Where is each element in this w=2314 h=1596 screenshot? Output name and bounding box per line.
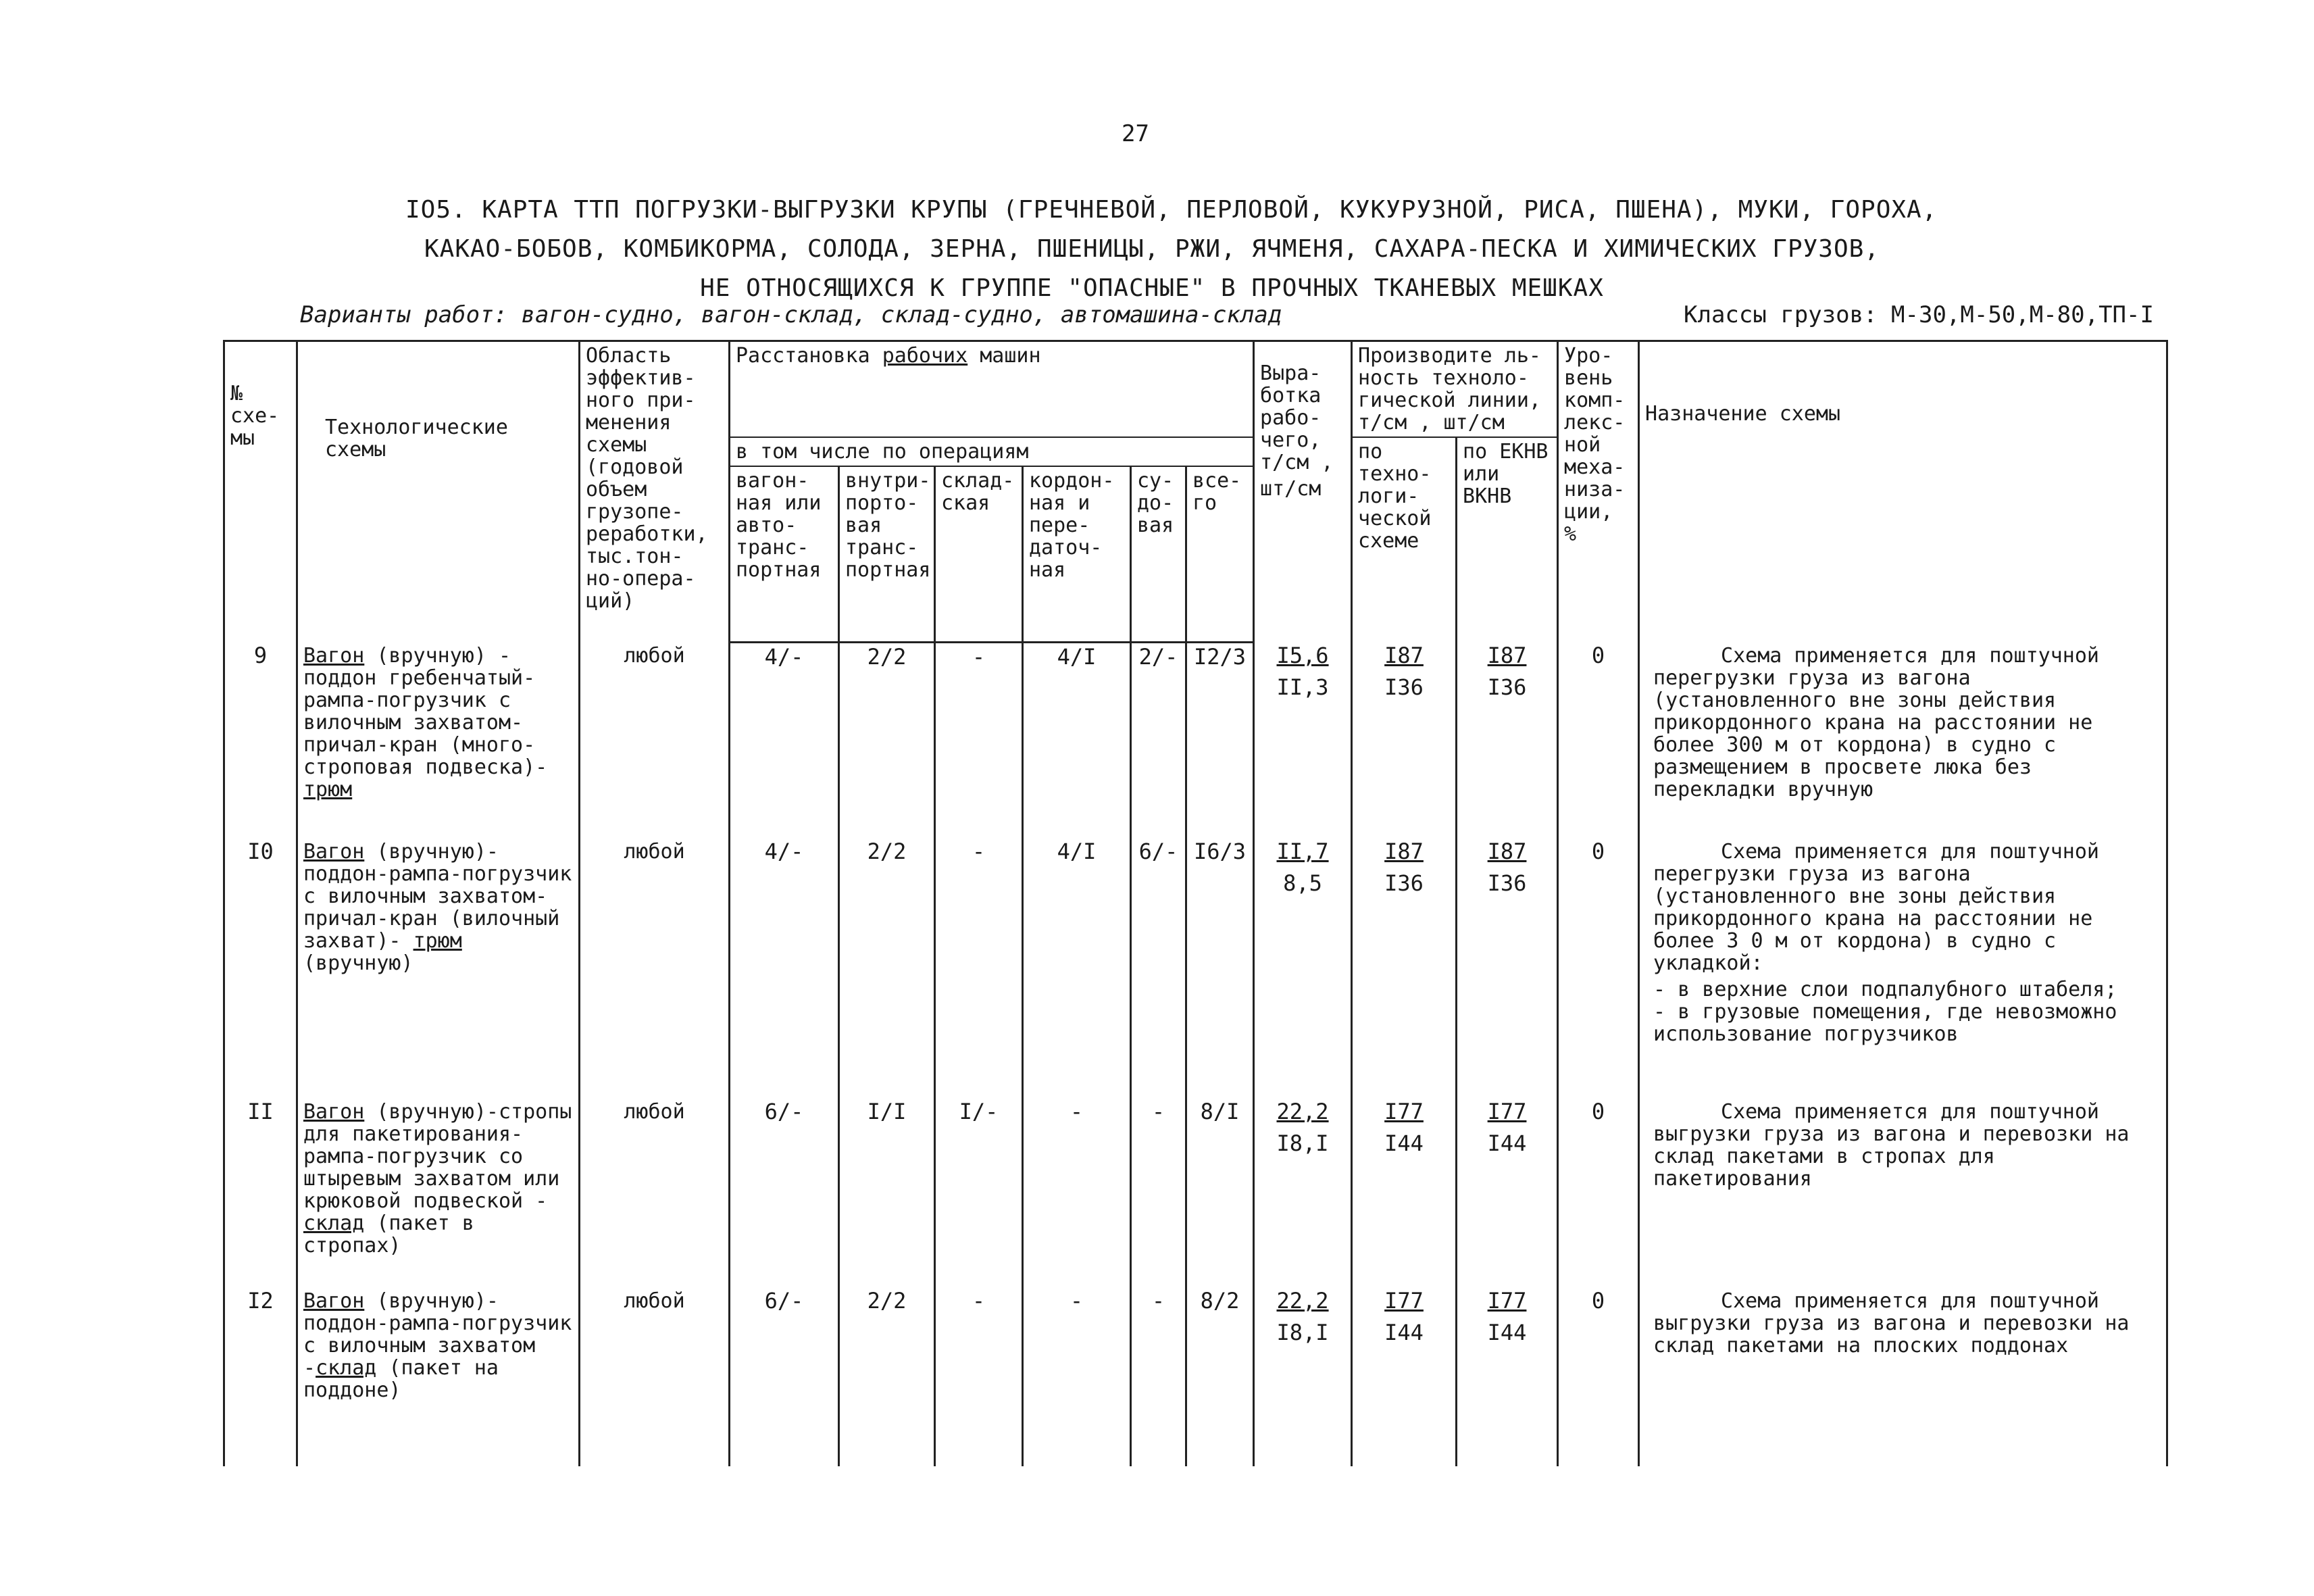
prod-scheme-top: I77 bbox=[1384, 1099, 1424, 1124]
header-productivity: Производите ль- ность техноло- гической линии, т/см , шт/см bbox=[1352, 341, 1558, 438]
prod-scheme-bottom: I44 bbox=[1384, 1130, 1424, 1156]
title-line: КАКАО-БОБОВ, КОМБИКОРМА, СОЛОДА, ЗЕРНА, ПШЕНИЦЫ, РЖИ, ЯЧМЕНЯ, САХАРА-ПЕСКА И ХИМИЧЕСКИХ ГРУЗОВ, bbox=[424, 235, 1880, 263]
row-no: 9 bbox=[224, 642, 297, 838]
row-prod-ekhv bbox=[1457, 642, 1558, 838]
row-op-warehouse: - bbox=[935, 838, 1023, 1098]
header-prod-by-scheme: по техно- логи- ческой схеме bbox=[1352, 437, 1457, 642]
header-scheme-no: № схе- мы bbox=[224, 341, 297, 643]
row-purpose bbox=[1639, 838, 2167, 1098]
row-area: любой bbox=[580, 642, 730, 838]
row-no: I2 bbox=[224, 1287, 297, 1466]
row-op-cordon: 4/I bbox=[1023, 642, 1131, 838]
scheme-after: (пакет на поддоне) bbox=[303, 1356, 499, 1402]
title-line: IO5. КАРТА ТТП ПОГРУЗКИ-ВЫГРУЗКИ КРУПЫ (ГРЕЧНЕВОЙ, ПЕРЛОВОЙ, КУКУРУЗНОЙ, РИСА, ПШЕНА), МУКИ, ГОРОХА, bbox=[405, 196, 1938, 224]
row-op-internal: I/I bbox=[839, 1098, 935, 1287]
header-prod-by-ekhv: по ЕКНВ или ВКНВ bbox=[1457, 437, 1558, 642]
prod-ekhv-bottom: I44 bbox=[1487, 1130, 1527, 1156]
row-op-internal: 2/2 bbox=[839, 1287, 935, 1466]
row-prod-ekhv bbox=[1457, 838, 1558, 1098]
scheme-tail: трюм bbox=[303, 778, 353, 801]
prod-ekhv-top: I87 bbox=[1487, 643, 1527, 668]
scheme-tail: склад bbox=[316, 1356, 377, 1380]
scheme-rest: (вручную) - поддон гребенчатый-рампа-погрузчик с вилочным захватом-причал-кран (много-строповая подвеска)- bbox=[303, 644, 548, 779]
table-row bbox=[224, 838, 2167, 1098]
document-title bbox=[405, 191, 1938, 308]
purpose-lead: Схема применяется для поштучной перегрузки груза из вагона (установленного вне зоны действия прикордонного крана на расстоянии не более 300 м от кордона) в судно с размещением в просвете люка без перекладки вручную bbox=[1653, 644, 2099, 801]
row-scheme bbox=[297, 1098, 580, 1287]
prod-ekhv-top: I77 bbox=[1487, 1099, 1527, 1124]
output-top: I5,6 bbox=[1276, 643, 1329, 668]
row-op-cordon: 4/I bbox=[1023, 838, 1131, 1098]
row-op-total: I6/3 bbox=[1186, 838, 1254, 1098]
row-op-warehouse: I/- bbox=[935, 1098, 1023, 1287]
row-prod-ekhv bbox=[1457, 1098, 1558, 1287]
purpose-lead: Схема применяется для поштучной перегрузки груза из вагона (установленного вне зоны действия прикордонного крана на расстоянии не более 3 0 м от кордона) в судно с укладкой: bbox=[1653, 840, 2099, 975]
row-op-total: 8/2 bbox=[1186, 1287, 1254, 1466]
row-prod-ekhv bbox=[1457, 1287, 1558, 1466]
row-area: любой bbox=[580, 1287, 730, 1466]
scheme-lead: Вагон bbox=[303, 840, 365, 864]
scheme-rest: (вручную)-стропы для пакетирования-рампа-погрузчик со штыревым захватом или крюковой подвеской - bbox=[303, 1100, 572, 1213]
row-op-ship: 2/- bbox=[1131, 642, 1186, 838]
cargo-classes: Классы грузов: М-30,М-50,М-80,ТП-I bbox=[1684, 301, 2154, 328]
table-header bbox=[224, 341, 2167, 643]
header-placement bbox=[730, 341, 1254, 438]
row-scheme bbox=[297, 838, 580, 1098]
scheme-tail: склад bbox=[303, 1212, 365, 1235]
output-top: 22,2 bbox=[1276, 1099, 1329, 1124]
row-output bbox=[1254, 1098, 1352, 1287]
header-op-wagon: вагон- ная или авто- транс- портная bbox=[730, 466, 839, 642]
scheme-rest: (вручную)-поддон-рампа-погрузчик с вилочным захватом-причал-кран (вилочный захват)- bbox=[303, 840, 572, 953]
header-placement-underlined: рабочих bbox=[882, 344, 968, 368]
prod-scheme-top: I77 bbox=[1384, 1288, 1424, 1314]
header-output-label: Выра- ботка рабо- чего, т/см , bbox=[1260, 361, 1334, 474]
row-op-total: I2/3 bbox=[1186, 642, 1254, 838]
output-top: 22,2 bbox=[1276, 1288, 1329, 1314]
output-bottom: 8,5 bbox=[1283, 870, 1322, 896]
row-op-wagon: 6/- bbox=[730, 1098, 839, 1287]
scheme-rest: (вручную)-поддон-рампа-погрузчик с вилочным захватом - bbox=[303, 1289, 572, 1380]
table-row bbox=[224, 642, 2167, 838]
row-op-wagon: 4/- bbox=[730, 838, 839, 1098]
prod-ekhv-bottom: I36 bbox=[1487, 870, 1527, 896]
row-no: I0 bbox=[224, 838, 297, 1098]
scheme-after: (вручную) bbox=[303, 951, 413, 975]
output-bottom: II,3 bbox=[1276, 674, 1329, 700]
table-row bbox=[224, 1098, 2167, 1287]
work-variants: Варианты работ: вагон-судно, вагон-склад, склад-судно, автомашина-склад bbox=[300, 301, 1282, 328]
scheme-lead: Вагон bbox=[303, 1289, 365, 1313]
header-op-internal: внутри- порто- вая транс- портная bbox=[839, 466, 935, 642]
prod-ekhv-top: I87 bbox=[1487, 839, 1527, 864]
page-number: 27 bbox=[1122, 120, 1149, 147]
purpose-lead: Схема применяется для поштучной выгрузки груза из вагона и перевозки на склад пакетами на плоских поддонах bbox=[1653, 1289, 2130, 1357]
row-op-ship: - bbox=[1131, 1098, 1186, 1287]
row-op-ship: 6/- bbox=[1131, 838, 1186, 1098]
prod-scheme-bottom: I36 bbox=[1384, 674, 1424, 700]
scheme-lead: Вагон bbox=[303, 644, 365, 668]
row-output bbox=[1254, 1287, 1352, 1466]
header-purpose: Назначение схемы bbox=[1639, 341, 2167, 643]
scheme-lead: Вагон bbox=[303, 1100, 365, 1124]
row-op-warehouse: - bbox=[935, 642, 1023, 838]
table-body bbox=[224, 642, 2167, 1466]
header-op-warehouse: склад- ская bbox=[935, 466, 1023, 642]
row-op-warehouse: - bbox=[935, 1287, 1023, 1466]
row-area: любой bbox=[580, 838, 730, 1098]
row-op-ship: - bbox=[1131, 1287, 1186, 1466]
output-top: II,7 bbox=[1276, 839, 1329, 864]
prod-scheme-bottom: I36 bbox=[1384, 870, 1424, 896]
prod-scheme-bottom: I44 bbox=[1384, 1320, 1424, 1345]
header-placement-suffix: машин bbox=[980, 344, 1041, 368]
purpose-lead: Схема применяется для поштучной выгрузки груза из вагона и перевозки на склад пакетами в стропах для пакетирования bbox=[1653, 1100, 2130, 1191]
header-op-ship: су- до- вая bbox=[1131, 466, 1186, 642]
row-mech: 0 bbox=[1558, 1287, 1639, 1466]
row-prod-scheme bbox=[1352, 838, 1457, 1098]
purpose-list-item: - в грузовые помещения, где невозможно использование погрузчиков bbox=[1653, 1000, 2117, 1046]
row-purpose bbox=[1639, 1287, 2167, 1466]
row-op-internal: 2/2 bbox=[839, 642, 935, 838]
prod-scheme-top: I87 bbox=[1384, 839, 1424, 864]
row-output bbox=[1254, 642, 1352, 838]
prod-ekhv-bottom: I44 bbox=[1487, 1320, 1527, 1345]
header-output bbox=[1254, 341, 1352, 643]
row-scheme bbox=[297, 1287, 580, 1466]
row-prod-scheme bbox=[1352, 1098, 1457, 1287]
header-including-ops: в том числе по операциям bbox=[730, 437, 1254, 466]
prod-scheme-top: I87 bbox=[1384, 643, 1424, 668]
header-op-cordon: кордон- ная и пере- даточ- ная bbox=[1023, 466, 1131, 642]
row-scheme bbox=[297, 642, 580, 838]
row-area: любой bbox=[580, 1098, 730, 1287]
row-op-wagon: 6/- bbox=[730, 1287, 839, 1466]
row-prod-scheme bbox=[1352, 1287, 1457, 1466]
header-placement-prefix: Расстановка bbox=[736, 344, 870, 368]
title-line: НЕ ОТНОСЯЩИХСЯ К ГРУППЕ "ОПАСНЫЕ" В ПРОЧНЫХ ТКАНЕВЫХ МЕШКАХ bbox=[700, 274, 1604, 302]
row-purpose bbox=[1639, 642, 2167, 838]
scheme-after: (пакет в стропах) bbox=[303, 1212, 474, 1257]
purpose-list-item: - в верхние слои подпалубного штабеля; bbox=[1653, 978, 2117, 1001]
row-op-cordon: - bbox=[1023, 1287, 1131, 1466]
technology-table bbox=[223, 340, 2168, 1466]
header-mech-level: Уро- вень комп- лекс- ной меха- низа- ции, % bbox=[1558, 341, 1639, 643]
row-output bbox=[1254, 838, 1352, 1098]
row-no: II bbox=[224, 1098, 297, 1287]
row-purpose bbox=[1639, 1098, 2167, 1287]
row-prod-scheme bbox=[1352, 642, 1457, 838]
prod-ekhv-bottom: I36 bbox=[1487, 674, 1527, 700]
scheme-tail: трюм bbox=[413, 929, 462, 953]
header-tech-schemes: Технологические схемы bbox=[297, 341, 580, 643]
output-bottom: I8,I bbox=[1276, 1130, 1329, 1156]
header-output-unit: шт/см bbox=[1260, 477, 1322, 501]
row-op-cordon: - bbox=[1023, 1098, 1131, 1287]
prod-ekhv-top: I77 bbox=[1487, 1288, 1527, 1314]
purpose-list bbox=[1653, 978, 2161, 1045]
row-op-wagon: 4/- bbox=[730, 642, 839, 838]
header-op-total: все- го bbox=[1186, 466, 1254, 642]
table-row bbox=[224, 1287, 2167, 1466]
row-op-internal: 2/2 bbox=[839, 838, 935, 1098]
row-mech: 0 bbox=[1558, 1098, 1639, 1287]
header-area: Область эффектив- ного при- менения схемы (годовой объем грузопе- реработки, тыс.тон- но-опера- ций) bbox=[580, 341, 730, 643]
row-op-total: 8/I bbox=[1186, 1098, 1254, 1287]
output-bottom: I8,I bbox=[1276, 1320, 1329, 1345]
row-mech: 0 bbox=[1558, 838, 1639, 1098]
row-mech: 0 bbox=[1558, 642, 1639, 838]
